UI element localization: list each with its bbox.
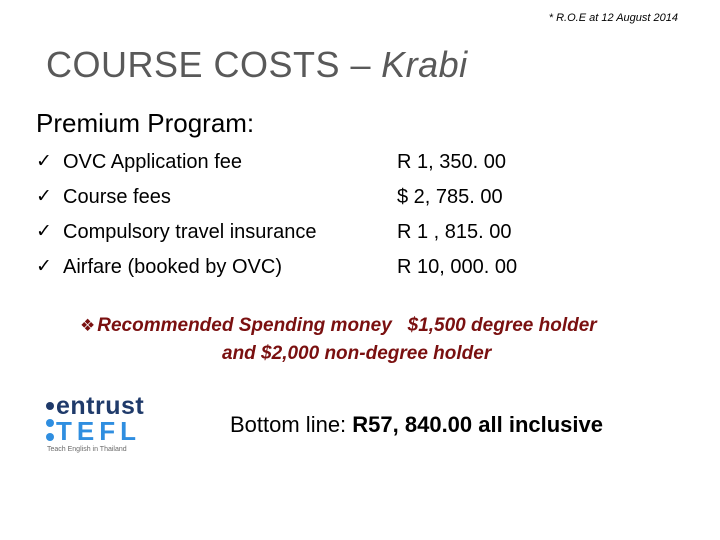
- logo-dot-icon: [46, 419, 54, 427]
- checkmark-icon: ✓: [36, 186, 52, 207]
- exchange-rate-note: * R.O.E at 12 August 2014: [548, 12, 678, 24]
- cost-item-amount: R 1 , 815. 00: [397, 221, 512, 243]
- cost-item-label: OVC Application fee: [63, 151, 242, 173]
- cost-item: [36, 148, 676, 183]
- cost-item-amount: $ 2, 785. 00: [397, 186, 503, 208]
- logo-dot-icon: [46, 433, 54, 441]
- program-heading: Premium Program:: [36, 108, 255, 138]
- diamond-bullet-icon: ❖: [80, 316, 96, 335]
- bottom-line-prefix: Bottom line:: [230, 412, 353, 437]
- bottom-line-amount: R57, 840.00 all inclusive: [352, 412, 603, 437]
- cost-item-amount: R 10, 000. 00: [397, 256, 518, 278]
- page-title-main: COURSE COSTS –: [46, 44, 372, 85]
- page-title-location: Krabi: [381, 44, 468, 85]
- checkmark-icon: ✓: [36, 221, 52, 242]
- cost-item: [36, 183, 676, 218]
- cost-item-label: Course fees: [63, 186, 171, 208]
- cost-item-label: Airfare (booked by OVC): [63, 256, 282, 278]
- cost-item: [36, 253, 676, 288]
- recommended-line-2: and $2,000 non-degree holder: [222, 343, 492, 364]
- checkmark-icon: ✓: [36, 151, 52, 172]
- cost-item-label: Compulsory travel insurance: [63, 221, 317, 243]
- bottom-line-total: [230, 412, 603, 438]
- recommended-spending: [80, 312, 680, 368]
- logo-dot-icon: [46, 402, 54, 410]
- logo-word-tefl: TEFL: [56, 416, 141, 446]
- cost-item: [36, 218, 676, 253]
- page-title: [46, 44, 468, 86]
- recommended-line-1: Recommended Spending money $1,500 degree holder: [97, 315, 597, 336]
- logo-tagline: Teach English in Thailand: [47, 446, 127, 453]
- cost-list: [36, 148, 676, 288]
- entrust-tefl-logo: [44, 392, 160, 458]
- cost-item-amount: R 1, 350. 00: [397, 151, 506, 173]
- logo-word-entrust: entrust: [56, 392, 145, 420]
- checkmark-icon: ✓: [36, 256, 52, 277]
